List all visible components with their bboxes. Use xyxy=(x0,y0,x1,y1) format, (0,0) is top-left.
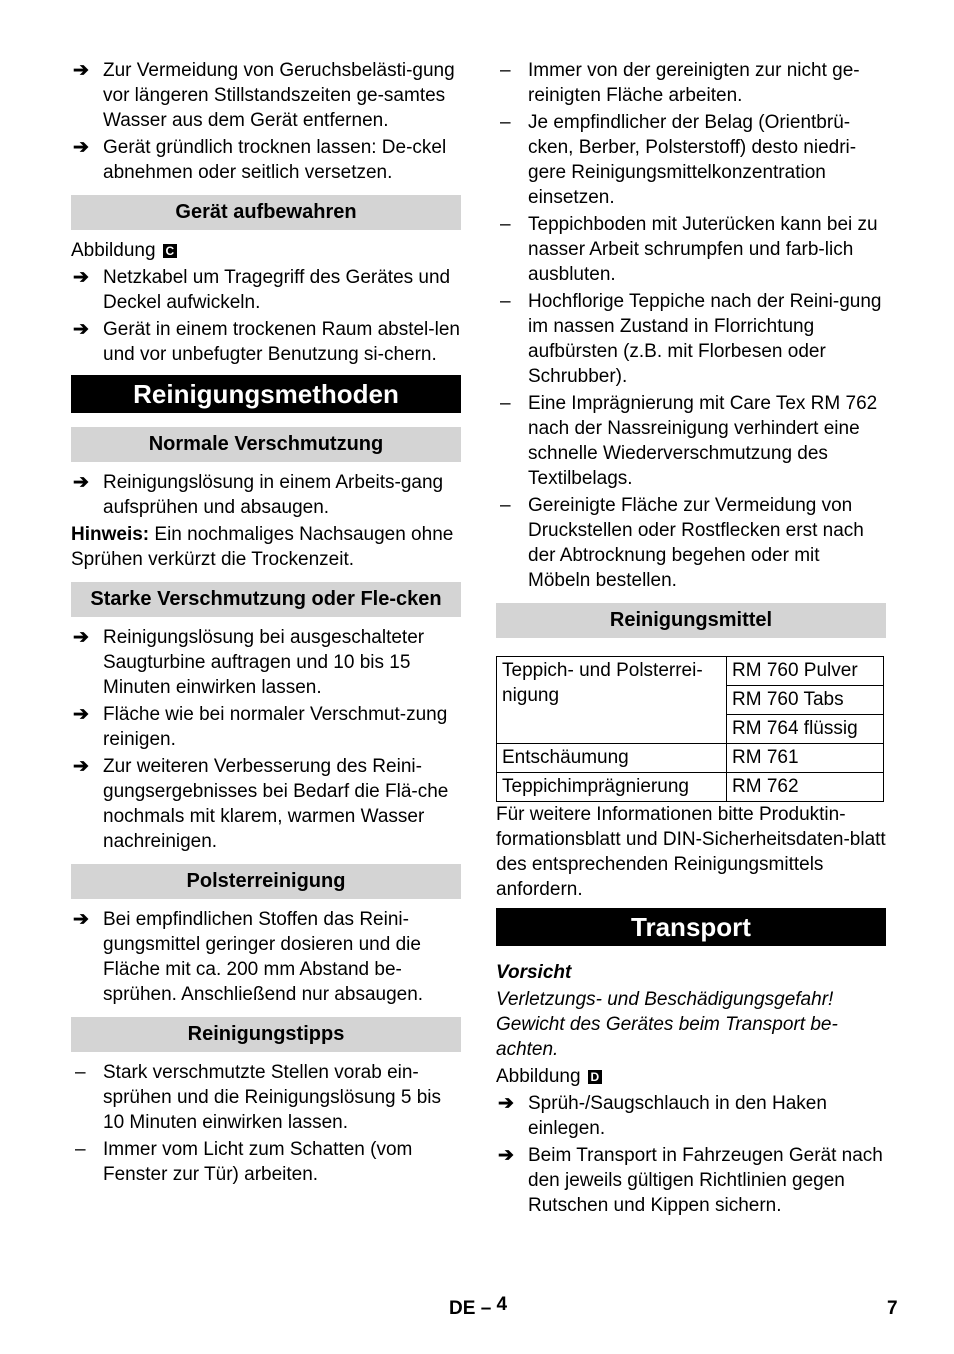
dash-bullet-icon: – xyxy=(500,393,511,414)
table-cell: Entschäumung xyxy=(497,744,727,773)
info-paragraph: Für weitere Informationen bitte Produktin-formationsblatt und DIN-Sicherheitsdaten-blatt des entsprechenden Reinigungsmittels anfordern. xyxy=(496,804,886,900)
table-cell: RM 760 Tabs xyxy=(727,686,884,715)
note-paragraph: Hinweis: Ein nochmaliges Nachsaugen ohne Sprühen verkürzt die Trockenzeit. xyxy=(71,524,454,570)
list-item: ➔ Beim Transport in Fahrzeugen Gerät nach den jeweils gültigen Richtlinien gegen Rutschen und Kippen sichern. xyxy=(498,1145,883,1216)
arrow-right-icon: ➔ xyxy=(73,267,89,288)
figure-letter-badge: C xyxy=(163,244,177,258)
list-item: ➔ Sprüh-/Saugschlauch in den Haken einlegen. xyxy=(498,1093,827,1139)
table-cell: RM 762 xyxy=(727,773,884,802)
list-item: – Je empfindlicher der Belag (Orientbrü-cken, Berber, Polsterstoff) desto niedri-gere Reinigungsmittelkonzentration einsetzen. xyxy=(500,112,857,208)
section-heading-polster: Polsterreinigung xyxy=(71,864,461,899)
dash-bullet-icon: – xyxy=(75,1062,86,1083)
page-number: 7 xyxy=(887,1298,898,1319)
figure-reference: Abbildung D xyxy=(496,1064,886,1089)
figure-letter-badge: D xyxy=(588,1070,602,1084)
table-cell: RM 761 xyxy=(727,744,884,773)
arrow-right-icon: ➔ xyxy=(73,627,89,648)
note-label: Hinweis: xyxy=(71,524,150,545)
list-item: ➔ Zur weiteren Verbesserung des Reini-gungsergebnisses bei Bedarf die Flä-che nochmals mit klarem, warmen Wasser nachreinigen. xyxy=(73,756,449,852)
caution-title: Vorsicht xyxy=(496,962,572,983)
list-item: – Gereinigte Fläche zur Vermeidung von Druckstellen oder Rostflecken erst nach der Abtrocknung begehen oder mit Möbeln bestellen. xyxy=(500,495,864,591)
section-heading-tipps: Reinigungstipps xyxy=(71,1017,461,1052)
list-item: ➔ Netzkabel um Tragegriff des Gerätes und Deckel aufwickeln. xyxy=(73,267,451,313)
table-row xyxy=(497,773,884,802)
arrow-right-icon: ➔ xyxy=(73,704,89,725)
dash-bullet-icon: – xyxy=(500,291,511,312)
dash-bullet-icon: – xyxy=(500,495,511,516)
arrow-right-icon: ➔ xyxy=(73,137,89,158)
list-item: ➔ Reinigungslösung bei ausgeschalteter Saugturbine auftragen und 10 bis 15 Minuten einwirken lassen. xyxy=(73,627,425,698)
footer-section-label: DE – 4 xyxy=(449,1294,508,1319)
list-item: ➔ Gerät in einem trockenen Raum abstel-len und vor unbefugter Benutzung si-chern. xyxy=(73,319,460,365)
list-item: – Immer vom Licht zum Schatten (vom Fenster zur Tür) arbeiten. xyxy=(75,1139,413,1185)
section-heading-aufbewahren: Gerät aufbewahren xyxy=(71,195,461,230)
table-cell: RM 764 flüssig xyxy=(727,715,884,744)
right-column xyxy=(496,58,886,1220)
arrow-right-icon: ➔ xyxy=(73,909,89,930)
arrow-right-icon: ➔ xyxy=(498,1093,514,1114)
table-row xyxy=(497,744,884,773)
dash-bullet-icon: – xyxy=(75,1139,86,1160)
table-row xyxy=(497,657,884,686)
chapter-heading-reinigungsmethoden: Reinigungsmethoden xyxy=(71,375,461,413)
table-cell: Teppich- und Polsterrei-nigung xyxy=(497,657,727,744)
arrow-right-icon: ➔ xyxy=(73,756,89,777)
list-item: ➔ Fläche wie bei normaler Verschmut-zung reinigen. xyxy=(73,704,448,750)
list-item: ➔ Zur Vermeidung von Geruchsbelästi-gung vor längeren Stillstandszeiten ge-samtes Wasser aus dem Gerät entfernen. xyxy=(73,60,455,131)
figure-reference: Abbildung C xyxy=(71,238,461,263)
arrow-right-icon: ➔ xyxy=(73,319,89,340)
arrow-right-icon: ➔ xyxy=(73,472,89,493)
list-item: – Immer von der gereinigten zur nicht ge-reinigten Fläche arbeiten. xyxy=(500,60,860,106)
chapter-heading-transport: Transport xyxy=(496,908,886,946)
dash-bullet-icon: – xyxy=(500,112,511,133)
section-heading-reinigungsmittel: Reinigungsmittel xyxy=(496,603,886,638)
left-column xyxy=(71,58,461,1189)
section-heading-normal: Normale Verschmutzung xyxy=(71,427,461,462)
reinigungsmittel-table xyxy=(496,656,884,802)
list-item: – Teppichboden mit Juterücken kann bei zu nasser Arbeit schrumpfen und farb-lich ausbluten. xyxy=(500,214,878,285)
list-item: – Stark verschmutzte Stellen vorab ein-sprühen und die Reinigungslösung 5 bis 10 Minuten einwirken lassen. xyxy=(75,1062,442,1133)
arrow-right-icon: ➔ xyxy=(73,60,89,81)
list-item: – Eine Imprägnierung mit Care Tex RM 762 nach der Nassreinigung verhindert eine schnelle Wiederverschmutzung des Textilbelags. xyxy=(500,393,878,489)
list-item: – Hochflorige Teppiche nach der Reini-gung im nassen Zustand in Florrichtung aufbürsten (z.B. mit Florbesen oder Schrubber). xyxy=(500,291,882,387)
caution-text: Verletzungs- und Beschädigungsgefahr! Gewicht des Gerätes beim Transport be-achten. xyxy=(496,989,838,1060)
table-cell: RM 760 Pulver xyxy=(727,657,884,686)
list-item: ➔ Gerät gründlich trocknen lassen: De-ckel abnehmen oder seitlich versetzen. xyxy=(73,137,447,183)
list-item: ➔ Reinigungslösung in einem Arbeits-gang aufsprühen und absaugen. xyxy=(73,472,444,518)
dash-bullet-icon: – xyxy=(500,214,511,235)
table-cell: Teppichimprägnierung xyxy=(497,773,727,802)
arrow-right-icon: ➔ xyxy=(498,1145,514,1166)
section-heading-stark: Starke Verschmutzung oder Fle-cken xyxy=(71,582,461,617)
dash-bullet-icon: – xyxy=(500,60,511,81)
list-item: ➔ Bei empfindlichen Stoffen das Reini-gungsmittel geringer dosieren und die Fläche mit ca. 200 mm Abstand be-sprühen. Anschließend nur absaugen. xyxy=(73,909,424,1005)
